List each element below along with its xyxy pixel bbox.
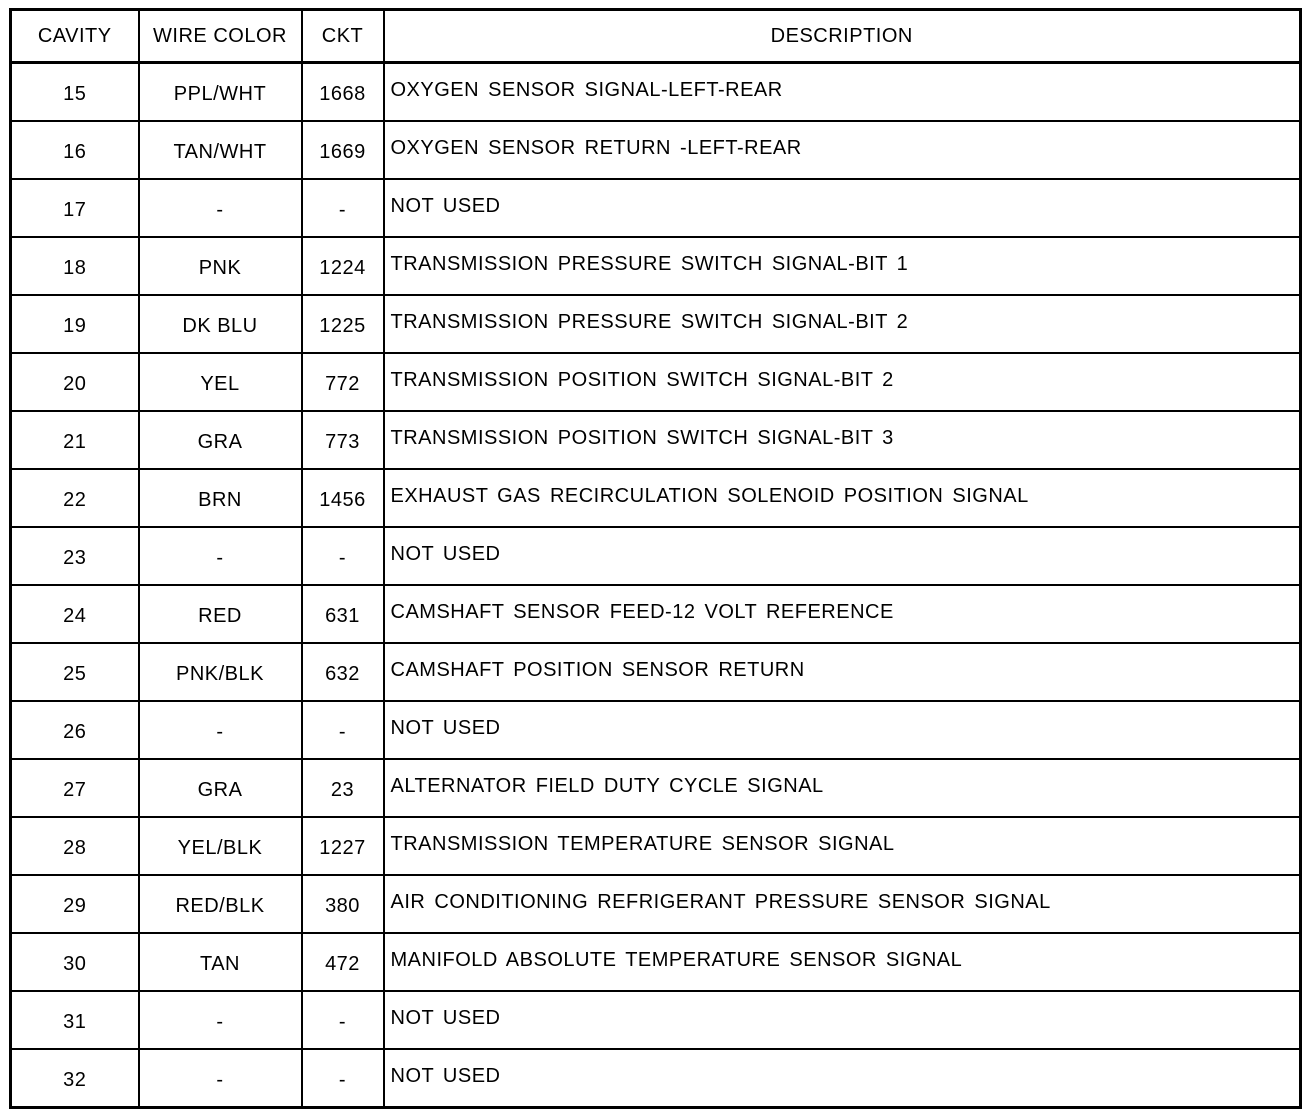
wire-color-cell: - — [139, 991, 302, 1049]
ckt-cell: 1456 — [302, 469, 384, 527]
table-row — [11, 585, 1301, 643]
ckt-cell: 1668 — [302, 63, 384, 122]
ckt-cell: 472 — [302, 933, 384, 991]
cavity-cell: 24 — [11, 585, 139, 643]
cavity-cell: 20 — [11, 353, 139, 411]
wire-color-cell: - — [139, 701, 302, 759]
ckt-cell: - — [302, 527, 384, 585]
description-cell: MANIFOLD ABSOLUTE TEMPERATURE SENSOR SIGNAL — [384, 933, 1301, 991]
ckt-cell: 1225 — [302, 295, 384, 353]
table-row — [11, 295, 1301, 353]
wire-color-cell: GRA — [139, 759, 302, 817]
description-cell: TRANSMISSION PRESSURE SWITCH SIGNAL-BIT 1 — [384, 237, 1301, 295]
connector-pinout-table — [9, 8, 1302, 1109]
table-row — [11, 353, 1301, 411]
cavity-cell: 28 — [11, 817, 139, 875]
table-row — [11, 179, 1301, 237]
ckt-cell: - — [302, 701, 384, 759]
header-wire-color: WIRE COLOR — [139, 10, 302, 63]
cavity-cell: 27 — [11, 759, 139, 817]
cavity-cell: 16 — [11, 121, 139, 179]
cavity-cell: 19 — [11, 295, 139, 353]
ckt-cell: 23 — [302, 759, 384, 817]
header-ckt: CKT — [302, 10, 384, 63]
table-row — [11, 1049, 1301, 1108]
table-row — [11, 643, 1301, 701]
table-body — [11, 63, 1301, 1108]
table-row — [11, 817, 1301, 875]
description-cell: NOT USED — [384, 1049, 1301, 1108]
wire-color-cell: YEL — [139, 353, 302, 411]
description-cell: CAMSHAFT SENSOR FEED-12 VOLT REFERENCE — [384, 585, 1301, 643]
table-row — [11, 469, 1301, 527]
wire-color-cell: TAN — [139, 933, 302, 991]
table-row — [11, 701, 1301, 759]
table-row — [11, 933, 1301, 991]
wire-color-cell: BRN — [139, 469, 302, 527]
cavity-cell: 32 — [11, 1049, 139, 1108]
wire-color-cell: PPL/WHT — [139, 63, 302, 122]
cavity-cell: 26 — [11, 701, 139, 759]
description-cell: ALTERNATOR FIELD DUTY CYCLE SIGNAL — [384, 759, 1301, 817]
description-cell: NOT USED — [384, 991, 1301, 1049]
wire-color-cell: - — [139, 1049, 302, 1108]
cavity-cell: 22 — [11, 469, 139, 527]
wire-color-cell: RED — [139, 585, 302, 643]
cavity-cell: 25 — [11, 643, 139, 701]
table-row — [11, 759, 1301, 817]
description-cell: TRANSMISSION TEMPERATURE SENSOR SIGNAL — [384, 817, 1301, 875]
cavity-cell: 17 — [11, 179, 139, 237]
description-cell: CAMSHAFT POSITION SENSOR RETURN — [384, 643, 1301, 701]
wire-color-cell: - — [139, 179, 302, 237]
ckt-cell: 1669 — [302, 121, 384, 179]
ckt-cell: - — [302, 1049, 384, 1108]
wire-color-cell: YEL/BLK — [139, 817, 302, 875]
table-row — [11, 991, 1301, 1049]
ckt-cell: 1227 — [302, 817, 384, 875]
cavity-cell: 31 — [11, 991, 139, 1049]
header-row — [11, 10, 1301, 63]
description-cell: TRANSMISSION POSITION SWITCH SIGNAL-BIT 2 — [384, 353, 1301, 411]
ckt-cell: 632 — [302, 643, 384, 701]
ckt-cell: 380 — [302, 875, 384, 933]
description-cell: EXHAUST GAS RECIRCULATION SOLENOID POSITION SIGNAL — [384, 469, 1301, 527]
table-row — [11, 63, 1301, 122]
ckt-cell: 772 — [302, 353, 384, 411]
cavity-cell: 30 — [11, 933, 139, 991]
ckt-cell: - — [302, 991, 384, 1049]
description-cell: NOT USED — [384, 701, 1301, 759]
wire-color-cell: RED/BLK — [139, 875, 302, 933]
description-cell: TRANSMISSION POSITION SWITCH SIGNAL-BIT 3 — [384, 411, 1301, 469]
table-row — [11, 875, 1301, 933]
description-cell: OXYGEN SENSOR SIGNAL-LEFT-REAR — [384, 63, 1301, 122]
description-cell: NOT USED — [384, 527, 1301, 585]
description-cell: NOT USED — [384, 179, 1301, 237]
ckt-cell: 631 — [302, 585, 384, 643]
wire-color-cell: TAN/WHT — [139, 121, 302, 179]
cavity-cell: 23 — [11, 527, 139, 585]
cavity-cell: 18 — [11, 237, 139, 295]
wire-color-cell: - — [139, 527, 302, 585]
table-row — [11, 121, 1301, 179]
description-cell: AIR CONDITIONING REFRIGERANT PRESSURE SENSOR SIGNAL — [384, 875, 1301, 933]
wire-color-cell: DK BLU — [139, 295, 302, 353]
wire-color-cell: PNK — [139, 237, 302, 295]
table-row — [11, 411, 1301, 469]
header-description: DESCRIPTION — [384, 10, 1301, 63]
wire-color-cell: PNK/BLK — [139, 643, 302, 701]
table-row — [11, 237, 1301, 295]
ckt-cell: 1224 — [302, 237, 384, 295]
cavity-cell: 15 — [11, 63, 139, 122]
description-cell: OXYGEN SENSOR RETURN -LEFT-REAR — [384, 121, 1301, 179]
header-cavity: CAVITY — [11, 10, 139, 63]
cavity-cell: 29 — [11, 875, 139, 933]
ckt-cell: - — [302, 179, 384, 237]
ckt-cell: 773 — [302, 411, 384, 469]
cavity-cell: 21 — [11, 411, 139, 469]
description-cell: TRANSMISSION PRESSURE SWITCH SIGNAL-BIT 2 — [384, 295, 1301, 353]
wire-color-cell: GRA — [139, 411, 302, 469]
table-row — [11, 527, 1301, 585]
